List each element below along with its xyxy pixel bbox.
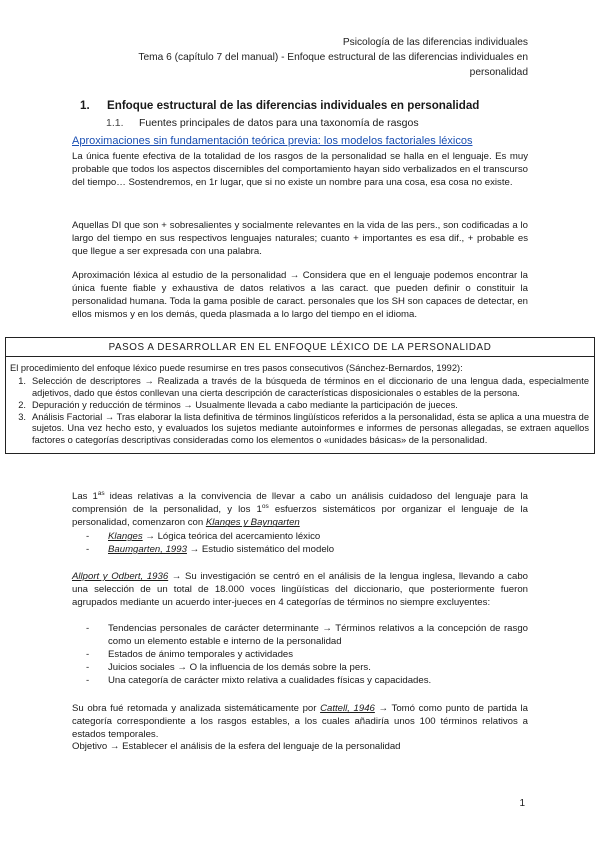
step-item: 2. Depuración y reducción de términos → Usualmente llevada a cabo mediante la participación de jueces. bbox=[18, 399, 458, 410]
heading-2-number: 1.1. bbox=[106, 117, 124, 129]
citation-link[interactable]: Cattell, 1946 bbox=[320, 703, 375, 714]
list-item: - Baumgarten, 1993 → Estudio sistemático del modelo bbox=[86, 544, 335, 556]
paragraph-2: Aquellas DI que son + sobresalientes y socialmente relevantes en la vida de las pers., son codificadas a lo largo del tiempo en sus respectivos lenguajes naturales; cuanto + importantes es esa dif., + probable es que llegue a ser expresada con una palabra. bbox=[72, 220, 528, 258]
header-topic-cont: personalidad bbox=[469, 66, 528, 78]
box-body bbox=[6, 357, 594, 453]
objective-line: Objetivo → Establecer el análisis de la esfera del lenguaje de la personalidad bbox=[72, 741, 401, 752]
list-item: - Estados de ánimo temporales y actividades bbox=[86, 649, 294, 661]
step-item: 1. Selección de descriptores → Realizada a través de la búsqueda de términos en el diccionario de una lengua dada, especialmente adjetivos, dado que éstos conllevan una cierta descripción de características disposicionales o estables de la persona. bbox=[18, 375, 589, 398]
paragraph-3: Aproximación léxica al estudio de la personalidad → Considera que en el lenguaje podemos encontrar la única fuente fiable y exhaustiva de datos relativos a las caract. que pueden definir o constituir la personalidad humana. Toda la gama posible de caract. personales que los SH son capaces de detectar, en ellos mismos y en los demás, queda plasmada a lo largo del tiempo en el idioma. bbox=[72, 270, 528, 321]
header-course: Psicología de las diferencias individuales bbox=[342, 37, 528, 48]
list-item: - Tendencias personales de carácter determinante → Términos relativos a la concepción de rasgo como un elemento estable e interno de la personalidad bbox=[86, 623, 528, 648]
citation-link[interactable]: Baumgarten, 1993 bbox=[108, 544, 187, 556]
citation-link[interactable]: Klanges y Bayngarten bbox=[205, 517, 300, 529]
box-title: PASOS A DESARROLLAR EN EL ENFOQUE LÉXICO DE LA PERSONALIDAD bbox=[6, 338, 594, 357]
paragraph-6: Su obra fué retomada y analizada sistemáticamente por Cattell, 1946 → Tomó como punto de partida la categoría correspondiente a los rasgos estables, a los cuales añadiría unos 100 términos relativos a estados temporales. bbox=[72, 703, 528, 741]
header-topic: Tema 6 (capítulo 7 del manual) - Enfoque estructural de las diferencias individuales en bbox=[138, 51, 528, 63]
heading-2-text: Fuentes principales de datos para una taxonomía de rasgos bbox=[139, 117, 419, 129]
paragraph-5: Allport y Odbert, 1936 → Su investigación se centró en el análisis de la lengua inglesa, llevando a cabo una selección de un total de 18.000 voces lingüísticas del diccionario, que posteriormente fueron agrupados mediante un acuerdo inter-jueces en 4 categorías de términos no siempre excluyentes: bbox=[72, 571, 528, 609]
page-number: 1 bbox=[519, 798, 525, 809]
dash-list-1 bbox=[72, 530, 528, 556]
list-item: - Klanges → Lógica teórica del acercamiento léxico bbox=[86, 531, 321, 542]
heading-2 bbox=[106, 116, 419, 130]
paragraph-4: Las $1^{as}$ ideas relativas a la convivencia de llevar a cabo un análisis cuidadoso del lenguaje para la comprensión de la personalidad, y los $1^{os}$ esfuerzos sistemáticos por organizar el lenguaje de la personalidad, comenzaron con Klanges y Bayngarten bbox=[72, 490, 528, 529]
citation-link[interactable]: Allport y Odbert, 1936 bbox=[72, 571, 169, 582]
heading-1-number: 1. bbox=[80, 99, 90, 112]
heading-1-text: Enfoque estructural de las diferencias individuales en personalidad bbox=[107, 99, 480, 112]
citation-link[interactable]: Klanges bbox=[108, 531, 143, 542]
list-item: - Una categoría de carácter mixto relativa a cualidades físicas y capacidades. bbox=[86, 675, 432, 687]
lexical-steps-box bbox=[5, 337, 595, 454]
box-intro: El procedimiento del enfoque léxico puede resumirse en tres pasos consecutivos (Sánchez-Bernardos, 1992): bbox=[10, 363, 463, 373]
step-item: 3. Análisis Factorial → Tras elaborar la lista definitiva de términos lingüísticos referidos a la personalidad, ésta se aplica a una muestra de sujetos. Una vez hecho esto, y evaluados los sujetos mediante autoinformes e informes de personas allegadas, se extraen aquellos factores o categorías descriptivas consideradas como los elementos o «unidades básicas» de la personalidad. bbox=[18, 411, 589, 446]
page-header bbox=[88, 36, 528, 80]
section-link[interactable]: Aproximaciones sin fundamentación teórica previa: los modelos factoriales léxicos bbox=[72, 135, 473, 147]
list-item: - Juicios sociales → O la influencia de los demás sobre la pers. bbox=[86, 662, 371, 674]
steps-list bbox=[10, 376, 589, 447]
heading-1 bbox=[80, 98, 479, 114]
paragraph-1: La única fuente efectiva de la totalidad de los rasgos de la personalidad se halla en el lenguaje. Es muy probable que todos los aspectos discernibles del comportamiento hayan sido verbalizados en el transcurso del tiempo… Sostendremos, en 1r lugar, que si no existe un nombre para una cosa, esa cosa no existe. bbox=[72, 151, 528, 189]
dash-list-2 bbox=[72, 622, 528, 687]
